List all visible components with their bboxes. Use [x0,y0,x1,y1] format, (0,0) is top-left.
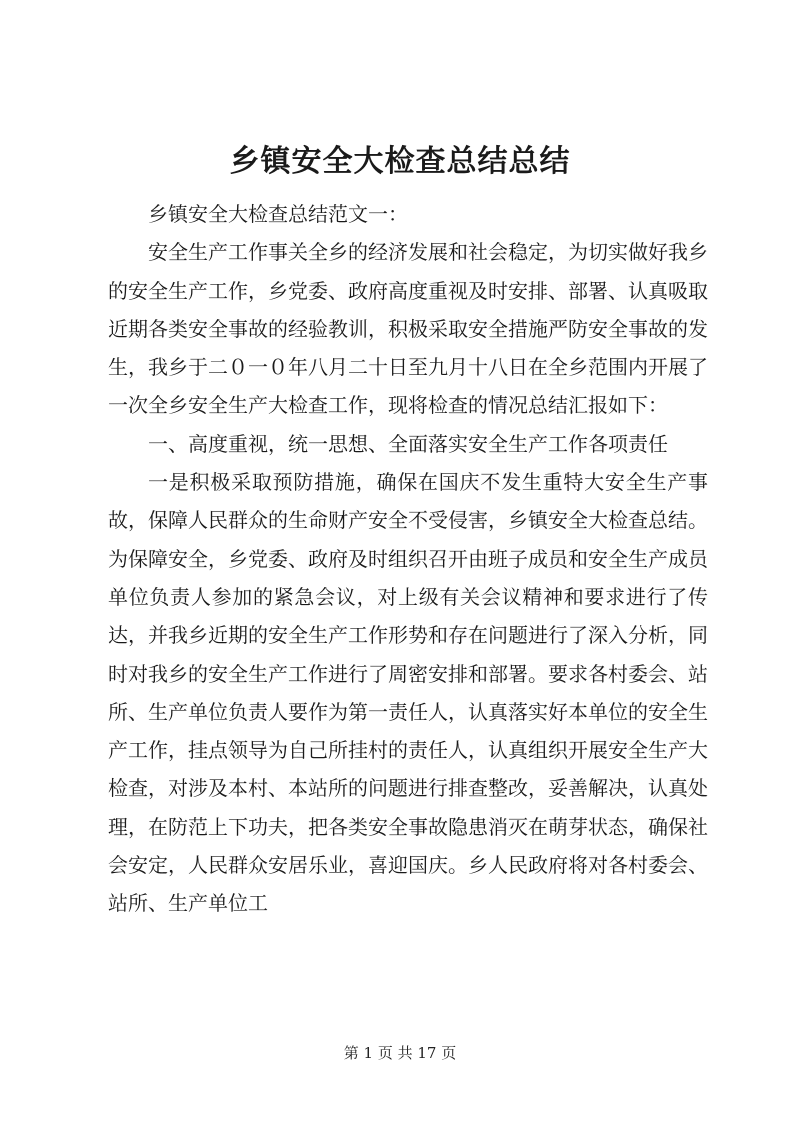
document-title: 乡镇安全大检查总结总结 [229,144,571,179]
page-footer: 第 1 页 共 17 页 [343,1044,457,1062]
paragraph-intro: 乡镇安全大检查总结范文一： [148,202,408,226]
document-body [108,195,708,923]
paragraph-measures: 一是积极采取预防措施，确保在国庆不发生重特大安全生产事故，保障人民群众的生命财产安全不受侵害，乡镇安全大检查总结。为保障安全，乡党委、政府及时组织召开由班子成员和安全生产成员单位负责人参加的紧急会议，对上级有关会议精神和要求进行了传达，并我乡近期的安全生产工作形势和存在问题进行了深入分析，同时对我乡的安全生产工作进行了周密安排和部署。要求各村委会、站所、生产单位负责人要作为第一责任人，认真落实好本单位的安全生产工作，挂点领导为自己所挂村的责任人，认真组织开展安全生产大检查，对涉及本村、本站所的问题进行排查整改，妥善解决，认真处理，在防范上下功夫，把各类安全事故隐患消灭在萌芽状态，确保社会安定，人民群众安居乐业，喜迎国庆。乡人民政府将对各村委会、站所、生产单位工 [108,470,708,916]
section-heading: 一、高度重视，统一思想、全面落实安全生产工作各项责任 [148,431,668,456]
paragraph-overview: 安全生产工作事关全乡的经济发展和社会稳定，为切实做好我乡的安全生产工作，乡党委、政府高度重视及时安排、部署、认真吸取近期各类安全事故的经验教训，积极采取安全措施严防安全事故的发生，我乡于二０一０年八月二十日至九月十八日在全乡范围内开展了一次全乡安全生产大检查工作，现将检查的情况总结汇报如下： [108,240,708,418]
